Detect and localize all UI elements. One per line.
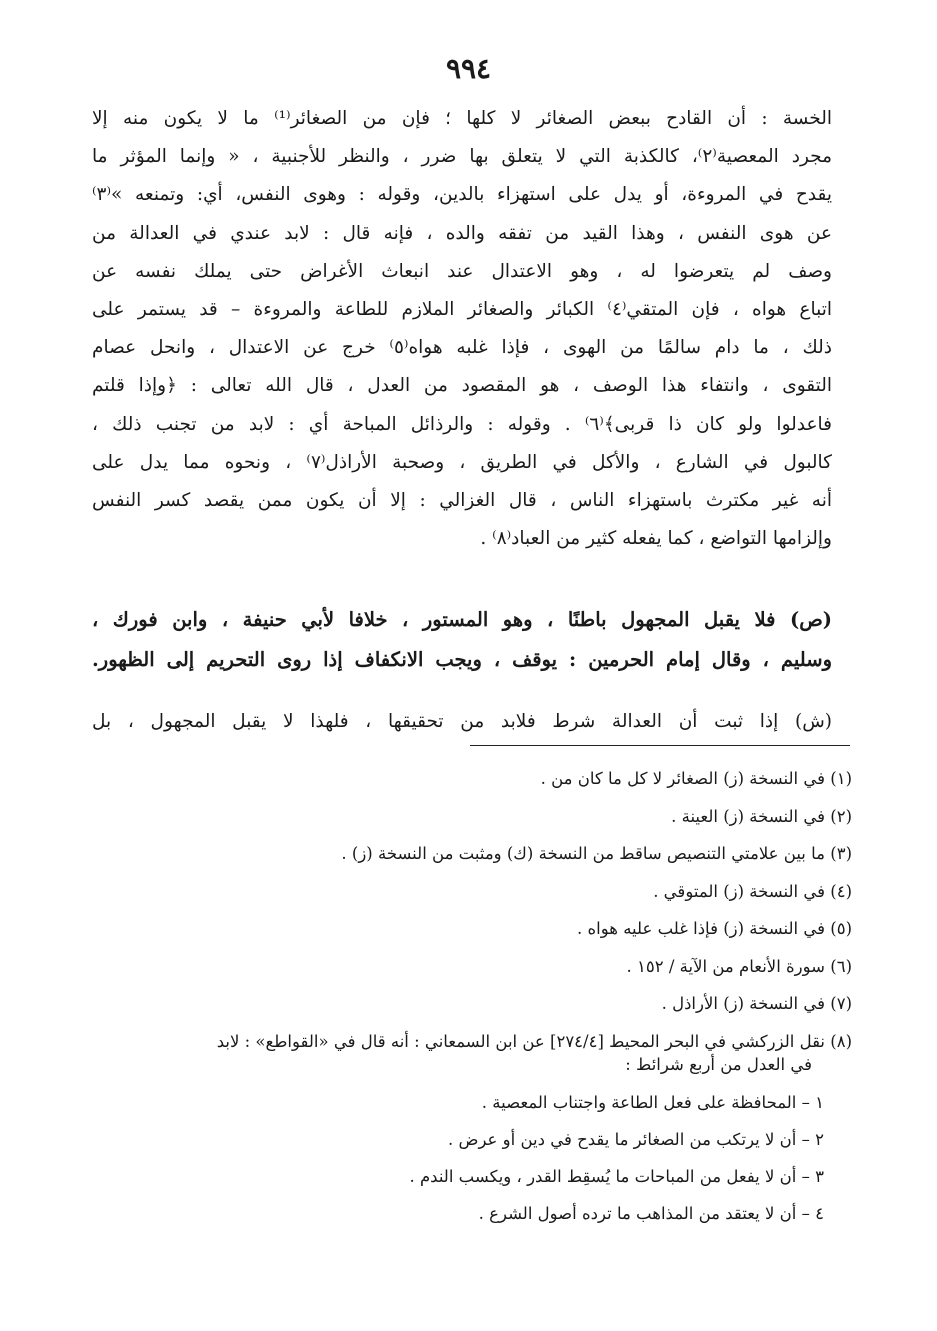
matn-line: (ص) فلا يقبل المجهول باطنًا ، وهو المستور ، خلافا لأبي حنيفة ، وابن فورك ، <box>92 608 832 631</box>
condition-item: ٤ – أن لا يعتقد من المذاهب ما ترده أصول الشرع . <box>478 1203 824 1223</box>
commentary-line: أنه غير مكترث باستهزاء الناس ، قال الغزالي : إلا أن يكون ممن يقصد كسر النفس <box>92 490 832 512</box>
matn-paragraph <box>92 600 832 680</box>
footnote: (٣) ما بين علامتي التنصيص ساقط من النسخة (ك) ومثبت من النسخة (ز) . <box>341 844 852 863</box>
sharh-line: (ش) إذا ثبت أن العدالة شرط فلابد من تحقيقها ، فلهذا لا يقبل المجهول ، بل <box>92 711 832 732</box>
commentary-line: يقدح في المروءة، أو يدل على استهزاء بالدين، وقوله : وهوى النفس، أي: وتمنعه »⁽٣⁾ <box>92 184 832 206</box>
condition-item: ١ – المحافظة على فعل الطاعة واجتناب المعصية . <box>481 1092 824 1112</box>
footnote-8-continuation: في العدل من أربع شرائط : <box>625 1054 812 1074</box>
commentary-line: وصف لم يتعرضوا له ، وهو الاعتدال عند انبعاث الأغراض حتى يملك نفسه عن <box>92 260 832 282</box>
commentary-line: وإلزامها التواضع ، كما يفعله كثير من العباد⁽٨⁾ . <box>480 528 832 550</box>
footnote-8-conditions <box>92 1084 852 1232</box>
matn-line: وسليم ، وقال إمام الحرمين : يوقف ، ويجب الانكفاف إذا روى التحريم إلى الظهور. <box>92 648 832 671</box>
sharh-paragraph <box>92 704 832 740</box>
page-number: ٩٩٤ <box>445 52 492 85</box>
commentary-line: عن هوى النفس ، وهذا القيد من تفقه والده ، فإنه قال : لابد عندي في العدالة من <box>92 222 832 244</box>
footnote: (٤) في النسخة (ز) المتوقي . <box>653 881 852 901</box>
commentary-line: ذلك ، ما دام سالمًا من الهوى ، فإذا غلبه هواه⁽٥⁾ خرج عن الاعتدال ، وانحل عصام <box>92 337 832 359</box>
condition-item: ٣ – أن لا يفعل من المباحات ما يُسقِط القدر ، ويكسب الندم . <box>409 1166 824 1186</box>
commentary-line: فاعدلوا ولو كان ذا قربى﴾⁽٦⁾ . وقوله : والرذائل المباحة أي : لابد من تجنب ذلك ، <box>92 413 832 435</box>
footnotes-section <box>92 760 852 1232</box>
commentary-line: الخسة : أن القادح ببعض الصغائر لا كلها ؛ فإن من الصغائر⁽¹⁾ ما لا يكون منه إلا <box>92 108 832 129</box>
commentary-line: مجرد المعصية⁽٢⁾، كالكذبة التي لا يتعلق بها ضرر ، والنظر للأجنبية ، « وإنما المؤثر ما <box>92 146 832 168</box>
condition-item: ٢ – أن لا يرتكب من الصغائر ما يقدح في دين أو عرض . <box>448 1129 824 1149</box>
footnote: (٦) سورة الأنعام من الآية / ١٥٢ . <box>626 956 852 976</box>
footnote: (١) في النسخة (ز) الصغائر لا كل ما كان من . <box>540 769 852 788</box>
commentary-paragraph <box>92 100 832 558</box>
footnote-8 <box>92 1030 852 1232</box>
footnote: (٥) في النسخة (ز) فإذا غلب عليه هواه . <box>577 919 852 938</box>
footnote: (٧) في النسخة (ز) الأراذل . <box>661 994 852 1013</box>
commentary-line: كالبول في الشارع ، والأكل في الطريق ، وصحبة الأراذل⁽٧⁾ ، ونحوه مما يدل على <box>92 451 832 473</box>
footnote-divider <box>470 745 850 746</box>
footnote: (٢) في النسخة (ز) العينة . <box>671 806 852 826</box>
footnote-8-line: (٨) نقل الزركشي في البحر المحيط [٢٧٤/٤] عن ابن السمعاني : أنه قال في «القواطع» : لابد <box>216 1031 852 1051</box>
commentary-line: التقوى ، وانتفاء هذا الوصف ، هو المقصود من العدل ، قال الله تعالى : ﴿وإذا قلتم <box>92 375 832 397</box>
commentary-line: اتباع هواه ، فإن المتقي⁽٤⁾ الكبائر والصغائر الملازم للطاعة والمروءة – قد يستمر على <box>92 299 832 321</box>
